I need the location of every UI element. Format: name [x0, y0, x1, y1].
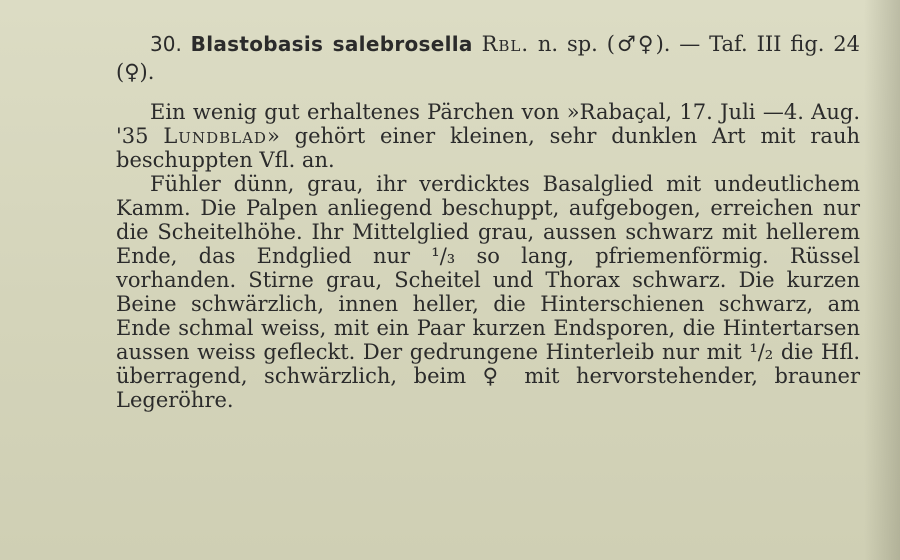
paragraph-origin-part-1: Ein wenig gut erhaltenes Pärchen von »Rabaçal, 17. Juli —4. Aug. '35	[116, 100, 860, 148]
page-edge-shadow	[864, 0, 900, 560]
species-name: Blastobasis salebrosella	[190, 32, 473, 56]
species-heading	[116, 30, 860, 86]
species-description	[116, 30, 860, 412]
paragraph-origin-part-2: » gehört einer kleinen, sehr dunklen Art mit rauh beschuppten Vfl. an.	[116, 124, 860, 172]
paragraph-morphology: Fühler dünn, grau, ihr verdicktes Basalglied mit undeutlichem Kamm. Die Palpen anliegend beschuppt, aufgebogen, erreichen nur die Scheitelhöhe. Ihr Mittelglied grau, aussen schwarz mit hellerem Ende, das Endglied nur ¹/₃ so lang, pfriemenförmig. Rüssel vorhanden. Stirne grau, Scheitel und Thorax schwarz. Die kurzen Beine schwärzlich, innen heller, die Hinterschienen schwarz, am Ende schmal weiss, mit ein Paar kurzen Endsporen, die Hintertarsen aussen weiss gefleckt. Der gedrungene Hinterleib nur mit ¹/₂ die Hfl. überragend, schwärzlich, beim ♀ mit hervorstehender, brauner Legeröhre.	[116, 172, 860, 412]
species-status: n. sp. (♂♀). — Taf. III fig. 24 (♀).	[116, 32, 861, 84]
species-author: Rbl.	[481, 32, 530, 56]
entry-number: 30.	[150, 32, 182, 56]
collector-name: Lundblad	[163, 124, 267, 148]
paragraph-origin	[116, 100, 860, 172]
